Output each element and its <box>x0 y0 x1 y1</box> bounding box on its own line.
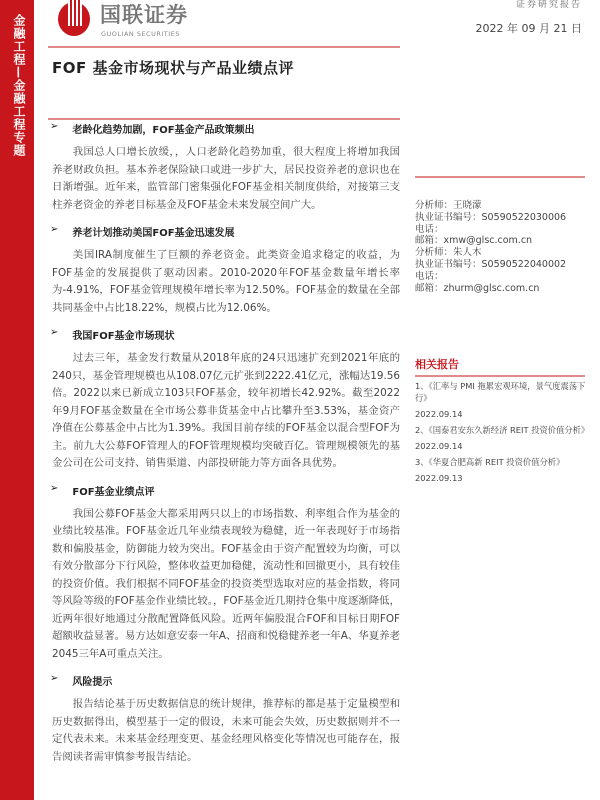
related-report-date: 2022.09.14 <box>415 409 463 419</box>
report-date: 2022 年 09 月 21 日 <box>475 22 582 35</box>
company-logo <box>58 2 218 42</box>
section-body: 我国总人口增长放缓，，人口老龄化趋势加重，很大程度上将增加我国养老财政负担。基本养老保险缺口或进一步扩大，居民投资养老的意识也在日渐增强。近年来，监管部门密集强化FOF基金相关制度供给，对接第三支柱养老资金的养老目标基金及FOF基金未来发展空间广大。 <box>52 146 400 211</box>
analyst-email[interactable]: 邮箱：zhurm@glsc.com.cn <box>415 282 540 294</box>
right-divider <box>415 176 585 178</box>
section-heading: ➢ 老龄化趋势加剧，FOF基金产品政策频出 <box>50 121 255 136</box>
section-body: 报告结论基于历史数据信息的统计规律，推荐标的都是基于定量模型和历史数据得出，模型基于一定的假设，未来可能会失效，历史数据则并不一定代表未来。未来基金经理变更、基金经理风格变化等情况也可能存在，报告阅读者需审慎参考报告结论。 <box>52 698 400 763</box>
analyst-phone: 电话： <box>415 223 444 235</box>
analyst-name: 分析师：朱人木 <box>415 247 482 259</box>
section-heading: ➢ FOF基金业绩点评 <box>50 482 155 498</box>
section <box>50 224 400 317</box>
analyst-name: 分析师：王晓濛 <box>415 200 482 211</box>
arrow-bullet-icon: ➢ <box>50 224 59 235</box>
analyst-email[interactable]: 邮箱：xmw@glsc.com.cn <box>415 235 533 247</box>
sidebar-band <box>0 0 34 800</box>
related-divider <box>415 375 585 377</box>
analyst-info <box>415 200 590 294</box>
analyst-phone: 电话： <box>415 270 444 282</box>
section <box>50 327 400 473</box>
logo-mark-icon <box>58 2 90 36</box>
related-report-title[interactable]: 2、《国泰君安东久新经济 REIT 投资价值分析》 <box>415 425 590 435</box>
related-report-date: 2022.09.14 <box>415 441 463 451</box>
section-body: 美国IRA制度催生了巨额的养老资金。此类资金追求稳定的收益，为FOF基金的发展提供了驱动因素。2010-2020年FOF基金数量年增长率为-4.91%，FOF基金管理规模年增长率为12.50%。FOF基金的数量在全部共同基金中占比18.22%，规模占比为12.06%。 <box>52 249 400 314</box>
page-title: FOF 基金市场现状与产品业绩点评 <box>52 59 294 77</box>
related-report-date: 2022.09.13 <box>415 473 463 483</box>
related-report-title[interactable]: 1、《汇率与 PMI 拖累宏观环境，景气度震荡下行》 <box>415 381 586 403</box>
section-heading: ➢ 我国FOF基金市场现状 <box>50 327 175 342</box>
analyst-cert: 执业证书编号：S0590522030006 <box>415 211 567 223</box>
section-heading: ➢ 养老计划推动美国FOF基金迅速发展 <box>50 224 235 239</box>
main-content <box>50 121 400 776</box>
related-reports-heading: 相关报告 <box>415 358 459 371</box>
arrow-bullet-icon: ➢ <box>50 673 59 684</box>
section-heading: ➢ 风险提示 <box>50 673 113 688</box>
arrow-bullet-icon: ➢ <box>50 327 59 338</box>
section <box>50 121 400 214</box>
arrow-bullet-icon: ➢ <box>50 482 59 494</box>
analyst-cert: 执业证书编号：S0590522040002 <box>415 258 567 270</box>
header-divider <box>48 46 400 48</box>
sidebar-label: 金融工程—金融工程专题 <box>12 14 26 157</box>
doc-type: 证券研究报告 <box>515 0 582 10</box>
section-body: 过去三年，基金发行数量从2018年底的24只迅速扩充到2021年底的240只，基金管理规模也从108.07亿元扩张到2222.41亿元，涨幅达19.56倍。2022以来已新成立103只FOF基金，较年初增长42.92%。截至2022年9月FOF基金数量在全市场公募非货基金中占比攀升至3.53%，基金资产净值在公募基金中占比为1.39%。我国目前存续的FOF基金以混合型FOF为主。前九大公募FOF管理人的FOF管理规模均突破百亿。管理规模领先的基金公司在公司支持、销售渠道、内部投研能力等方面各具优势。 <box>52 352 400 469</box>
related-reports-list <box>415 380 595 488</box>
title-divider <box>48 118 400 120</box>
arrow-bullet-icon: ➢ <box>50 121 59 132</box>
section-body: 我国公募FOF基金大都采用两只以上的市场指数、利率组合作为基金的业绩比较基准。FOF基金近几年业绩表现较为稳健，近一年表现好于市场指数和偏股基金，防御能力较为突出。FOF基金由于资产配置较为均衡，可以有效分散部分下行风险，整体收益更加稳健，流动性和回撤更小，具有较佳的投资价值。我们根据不同FOF基金的投资类型选取对应的基金指数，将同等风险等级的FOF基金作业绩比较。，FOF基金近几期持仓集中度逐渐降低，近两年很好地通过分散配置降低风险。近两年偏股混合FOF和目标日期FOF超额收益显著。易方达如意安泰一年A、招商和悦稳健养老一年A、华夏养老2045三年A可重点关注。 <box>52 507 400 660</box>
logo-en: GUOLIAN SECURITIES <box>101 30 180 38</box>
related-report-title[interactable]: 3、《华夏合肥高新 REIT 投资价值分析》 <box>415 457 565 467</box>
logo-cn: 国联证券 <box>100 3 188 27</box>
section <box>50 673 400 766</box>
section <box>50 483 400 664</box>
